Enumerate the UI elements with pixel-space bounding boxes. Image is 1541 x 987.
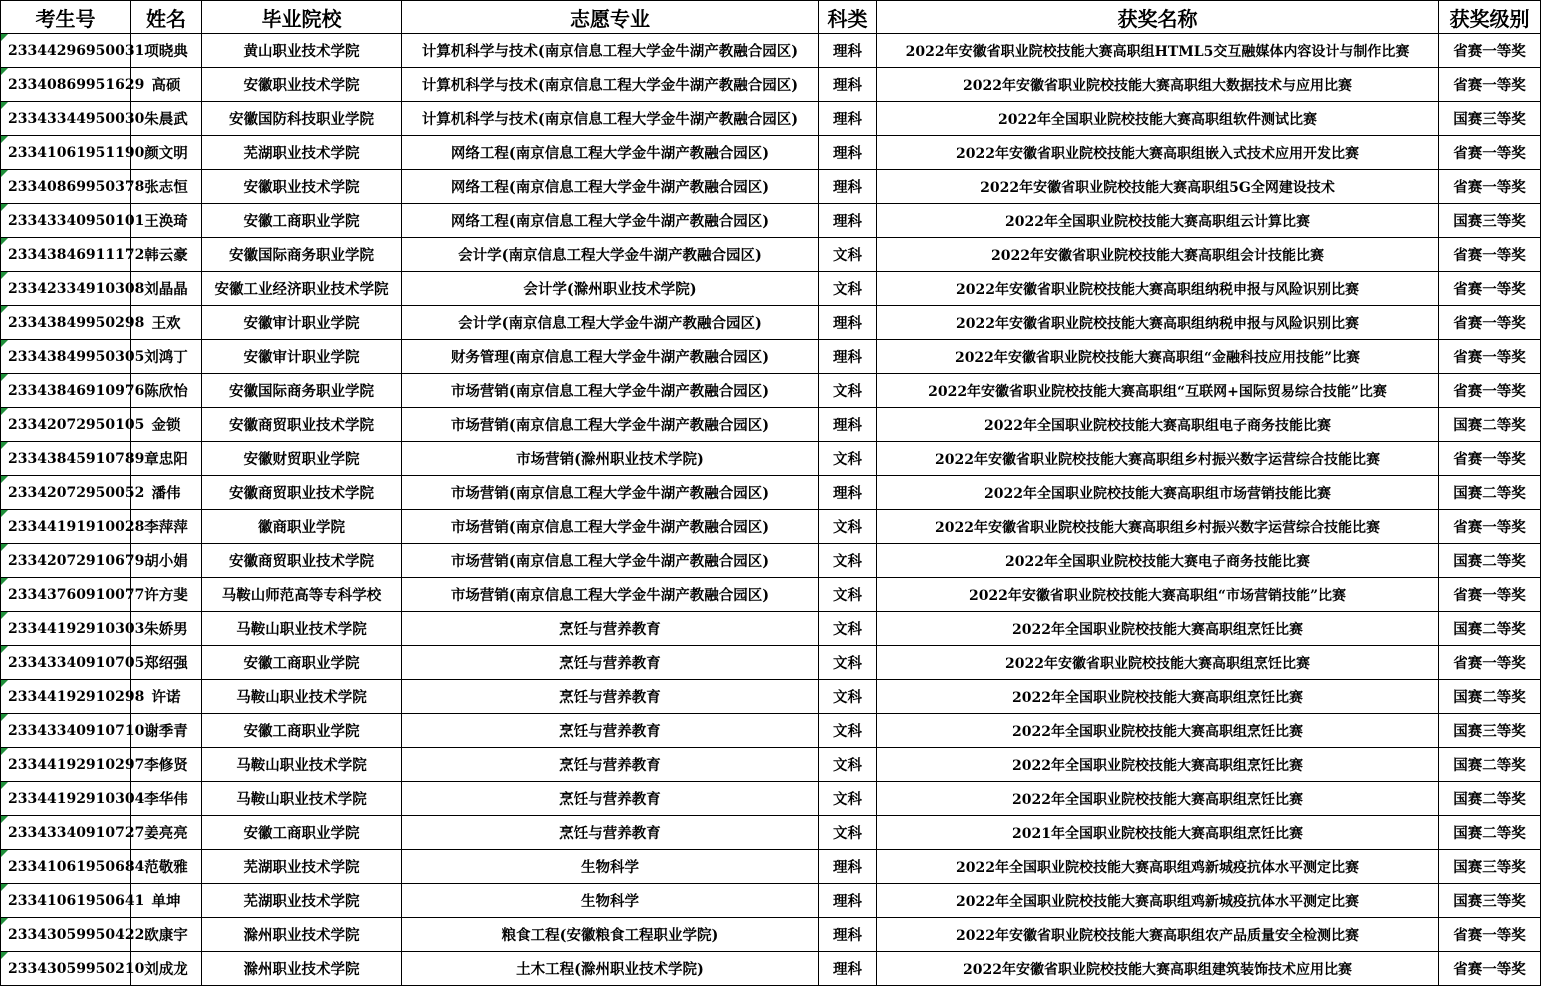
text-number-warning-icon bbox=[1, 782, 8, 789]
text-number-warning-icon bbox=[1, 850, 8, 857]
cell-award-name[interactable]: 2022年安徽省职业院校技能大赛高职组大数据技术与应用比赛 bbox=[877, 68, 1439, 102]
cell-award-level[interactable]: 省赛一等奖 bbox=[1439, 170, 1541, 204]
cell-school[interactable]: 安徽国际商务职业学院 bbox=[202, 374, 402, 408]
cell-major[interactable]: 计算机科学与技术(南京信息工程大学金牛湖产教融合园区) bbox=[402, 68, 819, 102]
cell-exam-id[interactable] bbox=[1, 102, 145, 136]
cell-text: 23344192910298 bbox=[8, 688, 145, 705]
table-row bbox=[1, 918, 1541, 952]
cell-exam-id[interactable] bbox=[1, 850, 145, 884]
cell-major[interactable]: 市场营销(南京信息工程大学金牛湖产教融合园区) bbox=[402, 374, 819, 408]
cell-award-name[interactable]: 2022年全国职业院校技能大赛高职组烹饪比赛 bbox=[877, 748, 1439, 782]
cell-category[interactable]: 理科 bbox=[819, 918, 877, 952]
cell-category[interactable]: 文科 bbox=[819, 544, 877, 578]
header-name[interactable]: 姓名 bbox=[131, 1, 202, 34]
text-number-warning-icon bbox=[1, 578, 8, 585]
text-number-warning-icon bbox=[1, 816, 8, 823]
text-number-warning-icon bbox=[1, 884, 8, 891]
cell-category[interactable]: 文科 bbox=[819, 238, 877, 272]
table-row bbox=[1, 340, 1541, 374]
cell-text: 23343760910077 bbox=[8, 586, 145, 603]
table-row bbox=[1, 408, 1541, 442]
text-number-warning-icon bbox=[1, 918, 8, 925]
cell-name[interactable]: 王欢 bbox=[131, 306, 202, 340]
table-body bbox=[1, 34, 1541, 986]
cell-name[interactable]: 李华伟 bbox=[131, 782, 202, 816]
cell-name[interactable]: 郑绍强 bbox=[131, 646, 202, 680]
cell-major[interactable]: 会计学(南京信息工程大学金牛湖产教融合园区) bbox=[402, 238, 819, 272]
table-row bbox=[1, 544, 1541, 578]
cell-school[interactable]: 安徽工商职业学院 bbox=[202, 204, 402, 238]
cell-major[interactable]: 烹饪与营养教育 bbox=[402, 782, 819, 816]
cell-exam-id[interactable] bbox=[1, 918, 145, 952]
table-row bbox=[1, 884, 1541, 918]
table-row bbox=[1, 170, 1541, 204]
cell-award-level[interactable]: 国赛二等奖 bbox=[1439, 612, 1541, 646]
cell-school[interactable]: 安徽商贸职业技术学院 bbox=[202, 544, 402, 578]
cell-award-name[interactable]: 2022年安徽省职业院校技能大赛高职组5G全网建设技术 bbox=[877, 170, 1439, 204]
cell-category[interactable]: 文科 bbox=[819, 714, 877, 748]
table-row bbox=[1, 34, 1541, 68]
cell-award-level[interactable]: 国赛二等奖 bbox=[1439, 782, 1541, 816]
cell-text: 23341061950641 bbox=[8, 892, 145, 909]
cell-school[interactable]: 滁州职业技术学院 bbox=[202, 952, 402, 986]
cell-name[interactable]: 王涣琦 bbox=[131, 204, 202, 238]
cell-award-name[interactable]: 2022年全国职业院校技能大赛高职组烹饪比赛 bbox=[877, 714, 1439, 748]
text-number-warning-icon bbox=[1, 374, 8, 381]
cell-category[interactable]: 文科 bbox=[819, 374, 877, 408]
header-category[interactable]: 科类 bbox=[819, 1, 877, 34]
cell-award-name[interactable]: 2022年安徽省职业院校技能大赛高职组“市场营销技能”比赛 bbox=[877, 578, 1439, 612]
table-row bbox=[1, 612, 1541, 646]
cell-category[interactable]: 文科 bbox=[819, 680, 877, 714]
cell-exam-id[interactable] bbox=[1, 272, 145, 306]
cell-category[interactable]: 文科 bbox=[819, 646, 877, 680]
cell-text: 23344192910297 bbox=[8, 756, 145, 773]
cell-school[interactable]: 安徽国防科技职业学院 bbox=[202, 102, 402, 136]
cell-award-name[interactable]: 2022年全国职业院校技能大赛高职组电子商务技能比赛 bbox=[877, 408, 1439, 442]
cell-name[interactable]: 张志恒 bbox=[131, 170, 202, 204]
cell-school[interactable]: 安徽工业经济职业技术学院 bbox=[202, 272, 402, 306]
cell-name[interactable]: 胡小娟 bbox=[131, 544, 202, 578]
cell-school[interactable]: 安徽工商职业学院 bbox=[202, 816, 402, 850]
cell-award-name[interactable]: 2022年安徽省职业院校技能大赛高职组嵌入式技术应用开发比赛 bbox=[877, 136, 1439, 170]
cell-category[interactable]: 文科 bbox=[819, 578, 877, 612]
cell-text: 23343340910710 bbox=[8, 722, 145, 739]
text-number-warning-icon bbox=[1, 748, 8, 755]
cell-text: 23342072950105 bbox=[8, 416, 145, 433]
cell-award-level[interactable]: 省赛一等奖 bbox=[1439, 68, 1541, 102]
text-number-warning-icon bbox=[1, 612, 8, 619]
cell-award-name[interactable]: 2022年全国职业院校技能大赛高职组烹饪比赛 bbox=[877, 782, 1439, 816]
cell-major[interactable]: 网络工程(南京信息工程大学金牛湖产教融合园区) bbox=[402, 204, 819, 238]
cell-exam-id[interactable] bbox=[1, 170, 145, 204]
table-row bbox=[1, 102, 1541, 136]
cell-award-level[interactable]: 国赛三等奖 bbox=[1439, 714, 1541, 748]
cell-exam-id[interactable] bbox=[1, 816, 145, 850]
cell-major[interactable]: 计算机科学与技术(南京信息工程大学金牛湖产教融合园区) bbox=[402, 102, 819, 136]
cell-major[interactable]: 市场营销(南京信息工程大学金牛湖产教融合园区) bbox=[402, 578, 819, 612]
cell-text: 23344296950031 bbox=[8, 42, 145, 59]
table-row bbox=[1, 238, 1541, 272]
table-row bbox=[1, 68, 1541, 102]
cell-award-level[interactable]: 国赛二等奖 bbox=[1439, 680, 1541, 714]
cell-major[interactable]: 网络工程(南京信息工程大学金牛湖产教融合园区) bbox=[402, 136, 819, 170]
text-number-warning-icon bbox=[1, 272, 8, 279]
cell-award-level[interactable]: 国赛二等奖 bbox=[1439, 748, 1541, 782]
cell-text: 23343340910727 bbox=[8, 824, 145, 841]
header-row bbox=[1, 1, 1541, 34]
cell-text: 23343059950210 bbox=[8, 960, 145, 977]
cell-text: 23341061951190 bbox=[8, 144, 145, 161]
cell-exam-id[interactable] bbox=[1, 238, 145, 272]
cell-name[interactable]: 范敬雅 bbox=[131, 850, 202, 884]
table-row bbox=[1, 748, 1541, 782]
cell-exam-id[interactable] bbox=[1, 476, 145, 510]
cell-award-name[interactable]: 2022年全国职业院校技能大赛高职组云计算比赛 bbox=[877, 204, 1439, 238]
cell-exam-id[interactable] bbox=[1, 374, 145, 408]
cell-award-name[interactable]: 2022年安徽省职业院校技能大赛高职组建筑装饰技术应用比赛 bbox=[877, 952, 1439, 986]
cell-exam-id[interactable] bbox=[1, 680, 145, 714]
cell-text: 23343059950422 bbox=[8, 926, 145, 943]
cell-category[interactable]: 文科 bbox=[819, 442, 877, 476]
header-major[interactable]: 志愿专业 bbox=[402, 1, 819, 34]
table-row bbox=[1, 680, 1541, 714]
cell-school[interactable]: 马鞍山职业技术学院 bbox=[202, 748, 402, 782]
cell-major[interactable]: 会计学(滁州职业技术学院) bbox=[402, 272, 819, 306]
cell-award-level[interactable]: 省赛一等奖 bbox=[1439, 918, 1541, 952]
cell-category[interactable]: 文科 bbox=[819, 612, 877, 646]
table-row bbox=[1, 272, 1541, 306]
cell-school[interactable]: 安徽商贸职业技术学院 bbox=[202, 408, 402, 442]
cell-major[interactable]: 土木工程(滁州职业技术学院) bbox=[402, 952, 819, 986]
cell-category[interactable]: 理科 bbox=[819, 476, 877, 510]
cell-text: 23342072910679 bbox=[8, 552, 145, 569]
cell-award-level[interactable]: 国赛三等奖 bbox=[1439, 102, 1541, 136]
cell-major[interactable]: 烹饪与营养教育 bbox=[402, 816, 819, 850]
cell-name[interactable]: 欧康宇 bbox=[131, 918, 202, 952]
cell-school[interactable]: 芜湖职业技术学院 bbox=[202, 136, 402, 170]
cell-major[interactable]: 网络工程(南京信息工程大学金牛湖产教融合园区) bbox=[402, 170, 819, 204]
cell-major[interactable]: 市场营销(南京信息工程大学金牛湖产教融合园区) bbox=[402, 476, 819, 510]
cell-name[interactable]: 单坤 bbox=[131, 884, 202, 918]
cell-name[interactable]: 刘晶晶 bbox=[131, 272, 202, 306]
cell-award-level[interactable]: 省赛一等奖 bbox=[1439, 272, 1541, 306]
cell-name[interactable]: 刘成龙 bbox=[131, 952, 202, 986]
table-row bbox=[1, 782, 1541, 816]
cell-major[interactable]: 市场营销(南京信息工程大学金牛湖产教融合园区) bbox=[402, 510, 819, 544]
cell-school[interactable]: 芜湖职业技术学院 bbox=[202, 850, 402, 884]
cell-major[interactable]: 市场营销(南京信息工程大学金牛湖产教融合园区) bbox=[402, 408, 819, 442]
cell-exam-id[interactable] bbox=[1, 204, 145, 238]
cell-award-name[interactable]: 2022年全国职业院校技能大赛高职组软件测试比赛 bbox=[877, 102, 1439, 136]
cell-exam-id[interactable] bbox=[1, 68, 145, 102]
cell-major[interactable]: 烹饪与营养教育 bbox=[402, 714, 819, 748]
cell-exam-id[interactable] bbox=[1, 612, 145, 646]
cell-award-level[interactable]: 国赛二等奖 bbox=[1439, 816, 1541, 850]
cell-text: 23343340950101 bbox=[8, 212, 145, 229]
cell-name[interactable]: 潘伟 bbox=[131, 476, 202, 510]
cell-major[interactable]: 市场营销(南京信息工程大学金牛湖产教融合园区) bbox=[402, 544, 819, 578]
cell-award-level[interactable]: 国赛二等奖 bbox=[1439, 408, 1541, 442]
cell-award-level[interactable]: 国赛三等奖 bbox=[1439, 884, 1541, 918]
text-number-warning-icon bbox=[1, 476, 8, 483]
cell-award-name[interactable]: 2022年安徽省职业院校技能大赛高职组纳税申报与风险识别比赛 bbox=[877, 306, 1439, 340]
cell-text: 23340869951629 bbox=[8, 76, 145, 93]
cell-major[interactable]: 烹饪与营养教育 bbox=[402, 748, 819, 782]
cell-major[interactable]: 生物科学 bbox=[402, 850, 819, 884]
cell-award-name[interactable]: 2022年全国职业院校技能大赛高职组烹饪比赛 bbox=[877, 612, 1439, 646]
cell-award-level[interactable]: 省赛一等奖 bbox=[1439, 442, 1541, 476]
cell-school[interactable]: 安徽职业技术学院 bbox=[202, 170, 402, 204]
header-award-level[interactable]: 获奖级别 bbox=[1439, 1, 1541, 34]
text-number-warning-icon bbox=[1, 136, 8, 143]
cell-award-level[interactable]: 省赛一等奖 bbox=[1439, 646, 1541, 680]
cell-name[interactable]: 高硕 bbox=[131, 68, 202, 102]
cell-school[interactable]: 滁州职业技术学院 bbox=[202, 918, 402, 952]
cell-name[interactable]: 许方斐 bbox=[131, 578, 202, 612]
cell-exam-id[interactable] bbox=[1, 714, 145, 748]
table-row bbox=[1, 646, 1541, 680]
cell-name[interactable]: 项晓典 bbox=[131, 34, 202, 68]
cell-school[interactable]: 安徽职业技术学院 bbox=[202, 68, 402, 102]
table-row bbox=[1, 204, 1541, 238]
cell-award-name[interactable]: 2022年全国职业院校技能大赛高职组鸡新城疫抗体水平测定比赛 bbox=[877, 850, 1439, 884]
cell-school[interactable]: 安徽审计职业学院 bbox=[202, 306, 402, 340]
cell-category[interactable]: 理科 bbox=[819, 884, 877, 918]
cell-award-name[interactable]: 2022年安徽省职业院校技能大赛高职组“金融科技应用技能”比赛 bbox=[877, 340, 1439, 374]
cell-award-level[interactable]: 省赛一等奖 bbox=[1439, 578, 1541, 612]
table-row bbox=[1, 952, 1541, 986]
table-row bbox=[1, 136, 1541, 170]
cell-text: 23342334910308 bbox=[8, 280, 145, 297]
cell-name[interactable]: 许诺 bbox=[131, 680, 202, 714]
cell-award-name[interactable]: 2022年安徽省职业院校技能大赛高职组农产品质量安全检测比赛 bbox=[877, 918, 1439, 952]
cell-category[interactable]: 理科 bbox=[819, 102, 877, 136]
cell-name[interactable]: 章忠阳 bbox=[131, 442, 202, 476]
cell-text: 23344191910028 bbox=[8, 518, 145, 535]
cell-award-level[interactable]: 省赛一等奖 bbox=[1439, 238, 1541, 272]
cell-exam-id[interactable] bbox=[1, 340, 145, 374]
cell-major[interactable]: 财务管理(南京信息工程大学金牛湖产教融合园区) bbox=[402, 340, 819, 374]
text-number-warning-icon bbox=[1, 646, 8, 653]
table-row bbox=[1, 510, 1541, 544]
cell-major[interactable]: 生物科学 bbox=[402, 884, 819, 918]
cell-award-name[interactable]: 2022年安徽省职业院校技能大赛高职组HTML5交互融媒体内容设计与制作比赛 bbox=[877, 34, 1439, 68]
cell-category[interactable]: 文科 bbox=[819, 816, 877, 850]
cell-text: 23343340910705 bbox=[8, 654, 145, 671]
table-row bbox=[1, 578, 1541, 612]
cell-school[interactable]: 徽商职业学院 bbox=[202, 510, 402, 544]
cell-text: 23343344950030 bbox=[8, 110, 145, 127]
text-number-warning-icon bbox=[1, 680, 8, 687]
cell-award-name[interactable]: 2022年安徽省职业院校技能大赛高职组纳税申报与风险识别比赛 bbox=[877, 272, 1439, 306]
cell-award-name[interactable]: 2022年全国职业院校技能大赛电子商务技能比赛 bbox=[877, 544, 1439, 578]
cell-school[interactable]: 安徽工商职业学院 bbox=[202, 646, 402, 680]
text-number-warning-icon bbox=[1, 544, 8, 551]
cell-exam-id[interactable] bbox=[1, 544, 145, 578]
cell-text: 23340869950378 bbox=[8, 178, 145, 195]
cell-major[interactable]: 烹饪与营养教育 bbox=[402, 612, 819, 646]
cell-name[interactable]: 朱娇男 bbox=[131, 612, 202, 646]
table-row bbox=[1, 374, 1541, 408]
cell-award-name[interactable]: 2022年安徽省职业院校技能大赛高职组乡村振兴数字运营综合技能比赛 bbox=[877, 442, 1439, 476]
cell-exam-id[interactable] bbox=[1, 136, 145, 170]
cell-name[interactable]: 谢季青 bbox=[131, 714, 202, 748]
cell-name[interactable]: 朱晨武 bbox=[131, 102, 202, 136]
cell-category[interactable]: 文科 bbox=[819, 782, 877, 816]
cell-award-name[interactable]: 2022年安徽省职业院校技能大赛高职组乡村振兴数字运营综合技能比赛 bbox=[877, 510, 1439, 544]
table-row bbox=[1, 850, 1541, 884]
cell-text: 23343846910976 bbox=[8, 382, 145, 399]
cell-name[interactable]: 颜文明 bbox=[131, 136, 202, 170]
cell-category[interactable]: 理科 bbox=[819, 340, 877, 374]
cell-text: 23343849950298 bbox=[8, 314, 145, 331]
cell-award-level[interactable]: 国赛二等奖 bbox=[1439, 476, 1541, 510]
cell-award-level[interactable]: 国赛三等奖 bbox=[1439, 204, 1541, 238]
cell-exam-id[interactable] bbox=[1, 952, 145, 986]
cell-exam-id[interactable] bbox=[1, 408, 145, 442]
cell-award-level[interactable]: 国赛三等奖 bbox=[1439, 850, 1541, 884]
cell-exam-id[interactable] bbox=[1, 34, 145, 68]
cell-award-level[interactable]: 省赛一等奖 bbox=[1439, 136, 1541, 170]
cell-name[interactable]: 陈欣怡 bbox=[131, 374, 202, 408]
text-number-warning-icon bbox=[1, 68, 8, 75]
cell-category[interactable]: 理科 bbox=[819, 306, 877, 340]
cell-award-level[interactable]: 国赛二等奖 bbox=[1439, 544, 1541, 578]
cell-school[interactable]: 安徽商贸职业技术学院 bbox=[202, 476, 402, 510]
cell-award-level[interactable]: 省赛一等奖 bbox=[1439, 952, 1541, 986]
cell-award-level[interactable]: 省赛一等奖 bbox=[1439, 510, 1541, 544]
cell-category[interactable]: 文科 bbox=[819, 748, 877, 782]
cell-exam-id[interactable] bbox=[1, 884, 145, 918]
cell-exam-id[interactable] bbox=[1, 782, 145, 816]
cell-award-name[interactable]: 2022年全国职业院校技能大赛高职组市场营销技能比赛 bbox=[877, 476, 1439, 510]
text-number-warning-icon bbox=[1, 306, 8, 313]
cell-name[interactable]: 李萍萍 bbox=[131, 510, 202, 544]
text-number-warning-icon bbox=[1, 408, 8, 415]
cell-award-name[interactable]: 2022年安徽省职业院校技能大赛高职组“互联网+国际贸易综合技能”比赛 bbox=[877, 374, 1439, 408]
header-exam-id[interactable]: 考生号 bbox=[1, 1, 131, 34]
text-number-warning-icon bbox=[1, 102, 8, 109]
cell-school[interactable]: 安徽财贸职业学院 bbox=[202, 442, 402, 476]
cell-category[interactable]: 文科 bbox=[819, 510, 877, 544]
cell-major[interactable]: 市场营销(滁州职业技术学院) bbox=[402, 442, 819, 476]
cell-school[interactable]: 马鞍山职业技术学院 bbox=[202, 782, 402, 816]
cell-name[interactable]: 韩云豪 bbox=[131, 238, 202, 272]
cell-name[interactable]: 姜亮亮 bbox=[131, 816, 202, 850]
cell-exam-id[interactable] bbox=[1, 510, 145, 544]
cell-text: 23343845910789 bbox=[8, 450, 145, 467]
cell-name[interactable]: 金锁 bbox=[131, 408, 202, 442]
cell-category[interactable]: 文科 bbox=[819, 272, 877, 306]
cell-school[interactable]: 安徽审计职业学院 bbox=[202, 340, 402, 374]
text-number-warning-icon bbox=[1, 238, 8, 245]
table-row bbox=[1, 714, 1541, 748]
cell-category[interactable]: 理科 bbox=[819, 136, 877, 170]
cell-major[interactable]: 会计学(南京信息工程大学金牛湖产教融合园区) bbox=[402, 306, 819, 340]
cell-school[interactable]: 马鞍山师范高等专科学校 bbox=[202, 578, 402, 612]
text-number-warning-icon bbox=[1, 170, 8, 177]
table-row bbox=[1, 816, 1541, 850]
cell-text: 23343849950305 bbox=[8, 348, 145, 365]
cell-major[interactable]: 计算机科学与技术(南京信息工程大学金牛湖产教融合园区) bbox=[402, 34, 819, 68]
cell-category[interactable]: 理科 bbox=[819, 204, 877, 238]
cell-award-name[interactable]: 2022年安徽省职业院校技能大赛高职组烹饪比赛 bbox=[877, 646, 1439, 680]
cell-text: 23342072950052 bbox=[8, 484, 145, 501]
cell-name[interactable]: 刘鸿丁 bbox=[131, 340, 202, 374]
table-row bbox=[1, 442, 1541, 476]
cell-award-level[interactable]: 省赛一等奖 bbox=[1439, 306, 1541, 340]
cell-category[interactable]: 理科 bbox=[819, 34, 877, 68]
text-number-warning-icon bbox=[1, 340, 8, 347]
cell-category[interactable]: 理科 bbox=[819, 68, 877, 102]
cell-major[interactable]: 烹饪与营养教育 bbox=[402, 680, 819, 714]
cell-text: 23344192910304 bbox=[8, 790, 145, 807]
cell-school[interactable]: 马鞍山职业技术学院 bbox=[202, 680, 402, 714]
cell-name[interactable]: 李修贤 bbox=[131, 748, 202, 782]
text-number-warning-icon bbox=[1, 510, 8, 517]
header-award-name[interactable]: 获奖名称 bbox=[877, 1, 1439, 34]
cell-text: 23344192910303 bbox=[8, 620, 145, 637]
cell-award-level[interactable]: 省赛一等奖 bbox=[1439, 34, 1541, 68]
table-row bbox=[1, 306, 1541, 340]
header-school[interactable]: 毕业院校 bbox=[202, 1, 402, 34]
cell-award-name[interactable]: 2022年全国职业院校技能大赛高职组烹饪比赛 bbox=[877, 680, 1439, 714]
text-number-warning-icon bbox=[1, 952, 8, 959]
cell-major[interactable]: 粮食工程(安徽粮食工程职业学院) bbox=[402, 918, 819, 952]
cell-exam-id[interactable] bbox=[1, 646, 145, 680]
text-number-warning-icon bbox=[1, 34, 8, 41]
text-number-warning-icon bbox=[1, 714, 8, 721]
cell-category[interactable]: 理科 bbox=[819, 850, 877, 884]
cell-exam-id[interactable] bbox=[1, 442, 145, 476]
text-number-warning-icon bbox=[1, 204, 8, 211]
cell-category[interactable]: 理科 bbox=[819, 408, 877, 442]
cell-school[interactable]: 安徽工商职业学院 bbox=[202, 714, 402, 748]
cell-award-name[interactable]: 2022年安徽省职业院校技能大赛高职组会计技能比赛 bbox=[877, 238, 1439, 272]
cell-exam-id[interactable] bbox=[1, 748, 145, 782]
cell-category[interactable]: 理科 bbox=[819, 952, 877, 986]
cell-exam-id[interactable] bbox=[1, 578, 145, 612]
cell-text: 23343846911172 bbox=[8, 246, 145, 263]
cell-award-name[interactable]: 2021年全国职业院校技能大赛高职组烹饪比赛 bbox=[877, 816, 1439, 850]
cell-exam-id[interactable] bbox=[1, 306, 145, 340]
cell-school[interactable]: 安徽国际商务职业学院 bbox=[202, 238, 402, 272]
cell-school[interactable]: 芜湖职业技术学院 bbox=[202, 884, 402, 918]
cell-school[interactable]: 黄山职业技术学院 bbox=[202, 34, 402, 68]
table-row bbox=[1, 476, 1541, 510]
cell-award-level[interactable]: 省赛一等奖 bbox=[1439, 340, 1541, 374]
text-number-warning-icon bbox=[1, 442, 8, 449]
cell-award-name[interactable]: 2022年全国职业院校技能大赛高职组鸡新城疫抗体水平测定比赛 bbox=[877, 884, 1439, 918]
cell-award-level[interactable]: 省赛一等奖 bbox=[1439, 374, 1541, 408]
cell-text: 23341061950684 bbox=[8, 858, 145, 875]
cell-category[interactable]: 理科 bbox=[819, 170, 877, 204]
cell-school[interactable]: 马鞍山职业技术学院 bbox=[202, 612, 402, 646]
cell-major[interactable]: 烹饪与营养教育 bbox=[402, 646, 819, 680]
